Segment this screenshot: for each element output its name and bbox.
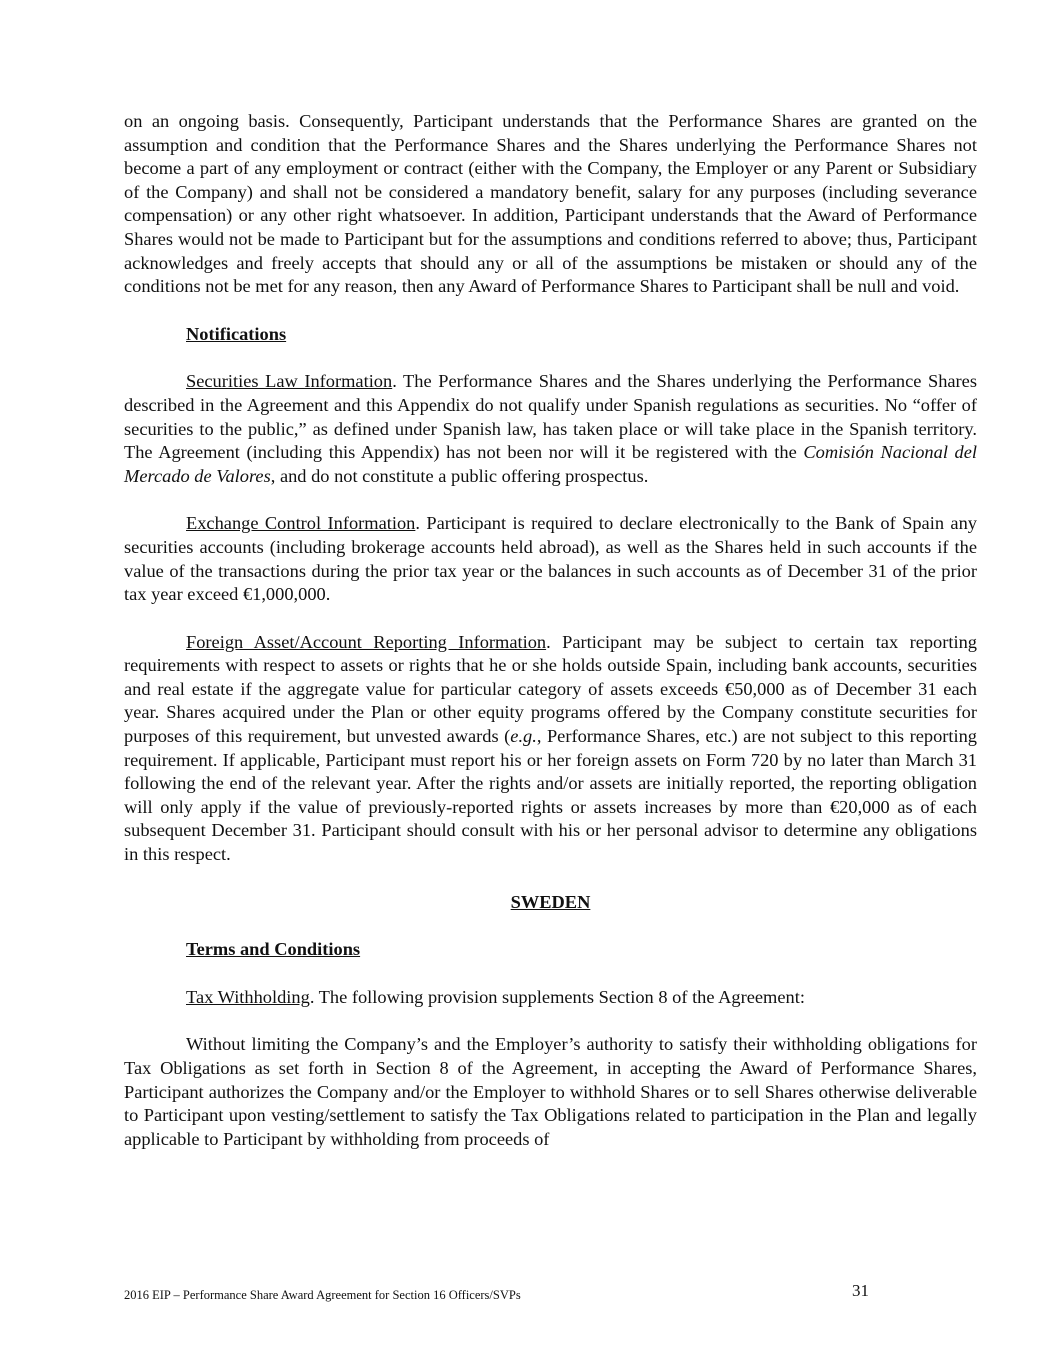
exchange-control-text: . Participant is required to declare electronically to the Bank of Spain any securities accounts (including brokerage accounts held abroad), as well as the Shares held in such accounts if the value of the transactions during the prior tax year or the balances in such accounts as of December 31 of the prior tax year exceed €1,000,000. [124, 513, 977, 605]
securities-law-paragraph [124, 370, 977, 488]
tax-withholding-title: Tax Withholding [186, 986, 310, 1007]
securities-law-text-1: . The Performance Shares and the Shares underlying the Performance Shares described in the Agreement and this Appendix do not qualify under Spanish regulations as securities. No “offer of securities to the public,” as defined under Spanish law, has taken place or will take place in the Spanish territory. The Agreement (including this Appendix) has not been nor will it be registered with the [124, 371, 978, 463]
securities-law-agency: Comisión Nacional del Mercado de Valores [124, 442, 978, 486]
notifications-heading: Notifications [186, 323, 287, 344]
document-body [124, 110, 977, 1175]
page-number: 31 [852, 1281, 869, 1300]
sweden-heading: SWEDEN [510, 891, 591, 912]
terms-conditions-heading: Terms and Conditions [186, 939, 361, 960]
exchange-control-title: Exchange Control Information [186, 513, 416, 534]
securities-law-title: Securities Law Information [186, 371, 393, 392]
tax-withholding-paragraph [124, 986, 977, 1010]
tax-withholding-text: . The following provision supplements Section 8 of the Agreement: [309, 986, 805, 1007]
foreign-asset-text-2: , Performance Shares, etc.) are not subject to this reporting requirement. If applicable, Participant must report his or her foreign assets on Form 720 by no later than March 31 following the end of the relevant year. After the rights and/or assets are initially reported, the reporting obligation will only apply if the value of previously-reported rights or assets increases by more than €20,000 as of each subsequent December 31. Participant should consult with his or her personal advisor to determine any obligations in this respect. [124, 726, 977, 865]
foreign-asset-title: Foreign Asset/Account Reporting Information [186, 631, 547, 652]
footer-document-title: 2016 EIP – Performance Share Award Agreement for Section 16 Officers/SVPs [124, 1288, 521, 1302]
paragraph-continuation: on an ongoing basis. Consequently, Participant understands that the Performance Shares are granted on the assumption and condition that the Performance Shares and the Shares underlying the Performance Shares not become a part of any employment or contract (either with the Company, the Employer or any Parent or Subsidiary of the Company) and shall not be considered a mandatory benefit, salary for any purposes (including severance compensation) or any other right whatsoever. In addition, Participant understands that the Award of Performance Shares would not be made to Participant but for the assumptions and conditions referred to above; thus, Participant acknowledges and freely accepts that should any or all of the assumptions be mistaken or should any of the conditions not be met for any reason, then any Award of Performance Shares to Participant shall be null and void. [124, 111, 977, 297]
withholding-authorization-paragraph: Without limiting the Company’s and the Employer’s authority to satisfy their withholding obligations for Tax Obligations as set forth in Section 8 of the Agreement, in accepting the Award of Performance Shares, Participant authorizes the Company and/or the Employer to withhold Shares or to sell Shares otherwise deliverable to Participant upon vesting/settlement to satisfy the Tax Obligations related to participation in the Plan and legally applicable to Participant by withholding from proceeds of [124, 1034, 977, 1149]
exchange-control-paragraph [124, 512, 977, 606]
foreign-asset-text-1: . Participant may be subject to certain tax reporting requirements with respect to assets or rights that he or she holds outside Spain, including bank accounts, securities and real estate if the aggregate value for particular category of assets exceeds €50,000 as of December 31 each year. Shares acquired under the Plan or other equity programs offered by the Company constitute securities for purposes of this requirement, but unvested awards ( [124, 631, 977, 747]
securities-law-text-2: , and do not constitute a public offering prospectus. [270, 465, 649, 486]
foreign-asset-eg: e.g. [510, 726, 537, 747]
foreign-asset-paragraph [124, 631, 977, 867]
